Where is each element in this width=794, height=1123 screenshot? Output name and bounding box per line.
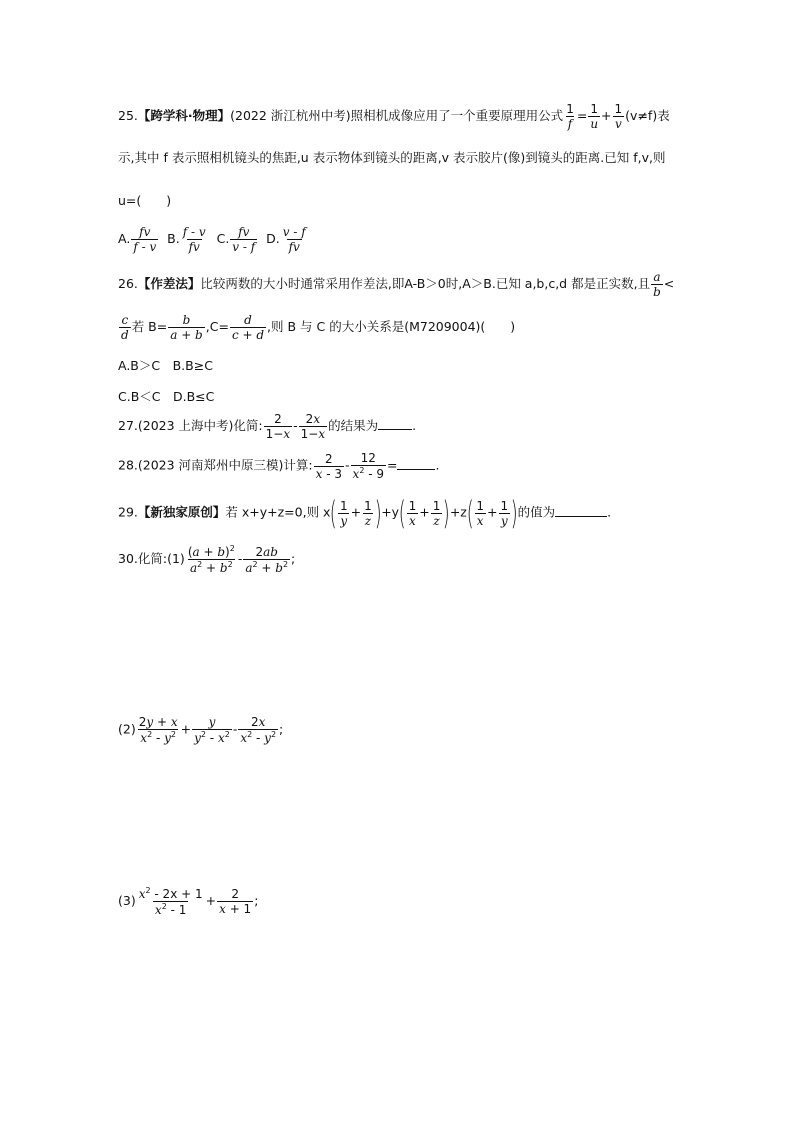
q30-text: 30.化简:(1) [118,551,185,566]
q25-opt-b: B. [167,231,180,246]
q25-frac-1u: $\frac{1}{u}$ [590,102,599,131]
q26-line2: $\frac{c}{d}$ 若 B= $\frac{b}{a + b}$ ,C= $\frac{d}{c + d}$ ,则 B 与 C 的大小关系是(M7209004)( ) [121,313,516,342]
q25-options: A. $\frac{fv}{f - v}$ B. $\frac{f - v}{fv}$ C. $\frac{fv}{v - f}$ D. $\frac{v - f}{fv}$ [118,225,306,254]
q25-opt-d: D. [266,231,280,246]
q25-opt-a: A. [118,231,131,246]
q30-part3: (3) $\frac{x^2 - 2x + 1}{x^2 - 1}$ + $\frac{2}{x + 1}$ ; [118,886,259,917]
q25-tag: 【跨学科·物理】 [137,108,231,123]
q30-part1: 30.化简:(1) $\frac{(a + b)^2}{a^2 + b^2}$ - $\frac{2ab}{a^2 + b^2}$ ; [118,544,296,575]
q26-text: 比较两数的大小时通常采用作差法,即A-B＞0时,A＞B.已知 a,b,c,d 都是正实数,且 [200,276,651,291]
q26-line1: 26.【作差法】比较两数的大小时通常采用作差法,即A-B＞0时,A＞B.已知 a,b,c,d 都是正实数,且 $\frac{a}{b}$ < [118,270,675,299]
q27-line: 27.(2023 上海中考)化简: $\frac{2}{1-x}$ - $\frac{2x}{1-x}$ 的结果为 . [118,412,417,441]
q28-answer-blank[interactable] [397,469,435,470]
q29-line: 29.【新独家原创】若 x+y+z=0,则 x( $\frac{1}{y}$ + $\frac{1}{z}$ )+y( $\frac{1}{x}$ + $\frac{1}{z}$ )+z( $\frac{1}{x}$ + $\frac{1}{y}$ )的值为 . [118,494,612,532]
q29-answer-blank[interactable] [555,516,607,517]
q29-tag: 【新独家原创】 [137,504,226,520]
q25-text: (2022 浙江杭州中考)照相机成像应用了一个重要原理用公式 [230,108,564,123]
q29-number: 29. [118,504,138,520]
q26-rest: ,则 B 与 C 的大小关系是(M7209004)( ) [267,319,516,334]
q27-answer-blank[interactable] [378,429,412,430]
q25-line1: 25.【跨学科·物理】(2022 浙江杭州中考)照相机成像应用了一个重要原理用公式 $\frac{1}{f}$ = $\frac{1}{u}$ + $\frac{1}{v}$ (v≠f)表 [118,102,670,131]
q30-part2: (2) $\frac{2y + x}{x^2 - y^2}$ + $\frac{y}{y^2 - x^2}$ - $\frac{2x}{x^2 - y^2}$ ; [118,715,284,745]
q25-frac-1f: $\frac{1}{f}$ [566,102,574,131]
q26-tag: 【作差法】 [137,276,201,291]
q25-condition: (v≠f)表 [625,108,670,123]
q25-opt-c: C. [216,231,230,246]
q25-frac-1v: $\frac{1}{v}$ [614,102,623,131]
q28-line: 28.(2023 河南郑州中原三模)计算: $\frac{2}{x - 3}$ - $\frac{12}{x^2 - 9}$ = . [118,451,440,481]
q25-line2: 示,其中 f 表示照相机镜头的焦距,u 表示物体到镜头的距离,v 表示胶片(像)到镜头的距离.已知 f,v,则 [118,150,666,165]
q26-number: 26. [118,276,138,291]
q25-line3: u=( ) [118,193,172,208]
q26-options-2: C.B＜C D.B≤C [118,389,215,404]
q26-ruo: 若 B= [131,319,168,334]
q28-text: 28.(2023 河南郑州中原三模)计算: [118,457,313,473]
q25-number: 25. [118,108,138,123]
q26-options-1: A.B＞C B.B≥C [118,358,213,373]
q27-text: 27.(2023 上海中考)化简: [118,418,263,433]
